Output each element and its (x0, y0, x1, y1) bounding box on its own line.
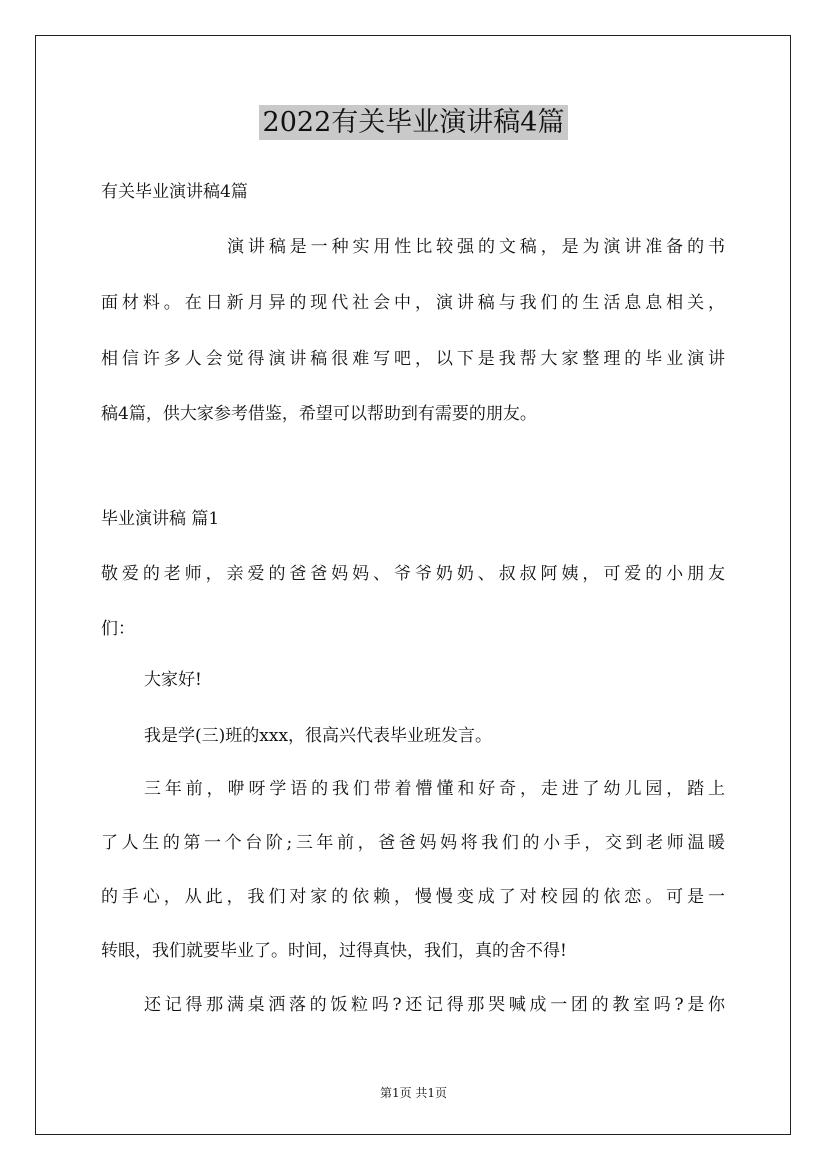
section-heading: 毕业演讲稿 篇1 (101, 509, 220, 529)
intro-line-1: 演讲稿是一种实用性比较强的文稿，是为演讲准备的书 (227, 237, 725, 257)
body-line-5: 三年前，咿呀学语的我们带着懵懂和好奇，走进了幼儿园，踏上 (144, 779, 725, 799)
body-line-9: 还记得那满桌洒落的饭粒吗?还记得那哭喊成一团的教室吗?是你 (144, 995, 725, 1015)
document-title (0, 101, 827, 145)
document-title-text: 2022有关毕业演讲稿4篇 (259, 105, 569, 140)
intro-line-3: 相信许多人会觉得演讲稿很难写吧，以下是我帮大家整理的毕业演讲 (101, 349, 725, 369)
body-line-2: 们： (101, 619, 135, 639)
body-line-8: 转眼，我们就要毕业了。时间，过得真快，我们，真的舍不得! (101, 941, 567, 961)
intro-line-2: 面材料。在日新月异的现代社会中，演讲稿与我们的生活息息相关， (101, 293, 725, 313)
body-line-4: 我是学(三)班的xxx，很高兴代表毕业班发言。 (144, 726, 493, 746)
document-subtitle: 有关毕业演讲稿4篇 (101, 182, 248, 202)
intro-line-4: 稿4篇，供大家参考借鉴，希望可以帮助到有需要的朋友。 (101, 404, 537, 424)
body-line-3: 大家好! (144, 670, 202, 690)
page-footer: 第1页 共1页 (379, 1086, 448, 1100)
body-line-6: 了人生的第一个台阶;三年前，爸爸妈妈将我们的小手，交到老师温暖 (101, 833, 725, 853)
body-line-1: 敬爱的老师，亲爱的爸爸妈妈、爷爷奶奶、叔叔阿姨，可爱的小朋友 (101, 564, 725, 584)
body-line-7: 的手心，从此，我们对家的依赖，慢慢变成了对校园的依恋。可是一 (101, 887, 725, 907)
